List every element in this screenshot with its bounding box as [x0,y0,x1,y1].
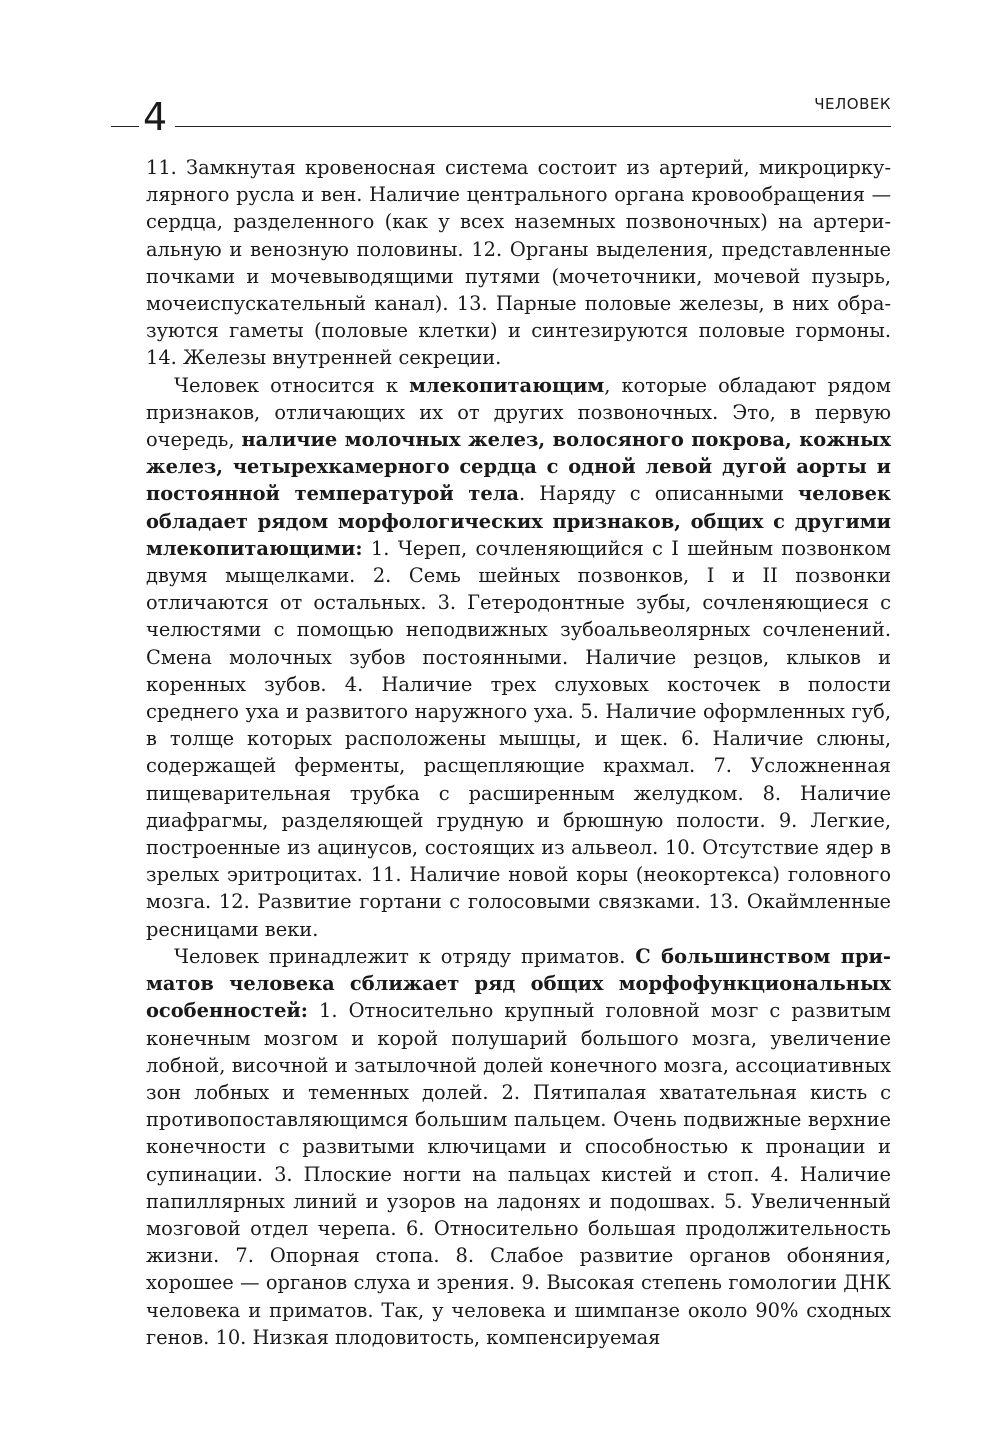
text-segment: . Наряду с описанными [518,482,799,506]
page-number: 4 [143,95,168,139]
header-rule-left [111,126,139,127]
paragraph [146,943,891,1351]
text-segment: 1. Череп, сочленяющийся с I шейным позвонком двумя мыщелками. 2. Семь шейных позвонков, I и II позвонки отличаются от остальных. 3. Гетеродонтные зубы, сочленяющиеся с челюстями с помощью неподвижных зубоальвеолярных сочленений. Смена молочных зубов постоянными. Наличие резцов, клыков и коренных зубов. 4. Наличие трех слуховых косточек в полости среднего уха и развитого наружного уха. 5. Наличие оформленных губ, в толще которых расположены мышцы, и щек. 6. Наличие слюны, содержащей ферменты, расщепляющие крахмал. 7. Усложненная пищеварительная трубка с расширенным желудком. 8. Наличие диафрагмы, разделяющей грудную и брюшную полости. 9. Легкие, построенные из ацинусов, состоящих из альвеол. 10. Отсутствие ядер в зрелых эритроцитах. 11. Наличие новой коры (неокортекса) головного мозга. 12. Развитие гортани с голосовыми связками. 13. Окаймленные ресницами веки. [146,536,891,941]
text-segment: Человек принадлежит к отряду приматов. [174,944,636,968]
paragraph [146,154,891,372]
text-segment: 1. Относительно крупный головной мозг с развитым конечным мозгом и корой полушарий большого мозга, увеличение лобной, височной и затылочной долей конечного мозга, ассоциативных зон лобных и теменных долей. 2. Пятипалая хватательная кисть с противопоставляющимся большим пальцем. Очень подвижные верхние конечности с развитыми ключицами и способностью к пронации и супинации. 3. Плоские ногти на пальцах кистей и стоп. 4. Наличие папиллярных линий и узоров на ладонях и подошвах. 5. Увеличенный мозговой отдел черепа. 6. Относительно большая продолжительность жизни. 7. Опорная стопа. 8. Слабое развитие органов обоняния, хорошее — органов слуха и зрения. 9. Высокая степень гомологии ДНК человека и приматов. Так, у человека и шимпанзе около 90% сходных генов. 10. Низкая плодовитость, компенсируемая [146,999,891,1349]
running-head: ЧЕЛОВЕК [814,95,891,113]
paragraph [146,372,891,943]
bold-term: млекопитающим [409,373,605,397]
text-segment: 11. Замкнутая кровеносная система состоит из артерий, микроциркулярного русла и вен. Наличие центрального органа кровообращения — сердца, разделенного (как у всех наземных позвоночных) на артериальную и венозную половины. 12. Органы выделения, представленные почками и мочевыводящими путями (мочеточники, мочевой пузырь, мочеиспускательный канал). 13. Парные половые железы, в них образуются гаметы (половые клетки) и синтезируются половые гормоны. 14. Железы внутренней секреции. [146,156,891,370]
text-segment: , которые обладают рядом признаков, отличающих их от других позвоночных. Это, в первую очередь, [146,373,891,452]
header-rule-right [175,126,891,127]
bold-term: С большинством приматов человека сближает ряд общих морфофункциональных особенностей: [146,944,891,1023]
bold-term: наличие молочных желез, волосяного покрова, кожных желез, четырехкамерного сердца с одной левой дугой аорты и постоянной температурой тела [146,428,891,506]
text-segment: Человек относится к [174,373,410,397]
bold-term: человек обладает рядом морфологических признаков, общих с другими млекопитающими: [146,482,891,560]
body-text [146,154,891,1351]
page-header [0,0,987,140]
